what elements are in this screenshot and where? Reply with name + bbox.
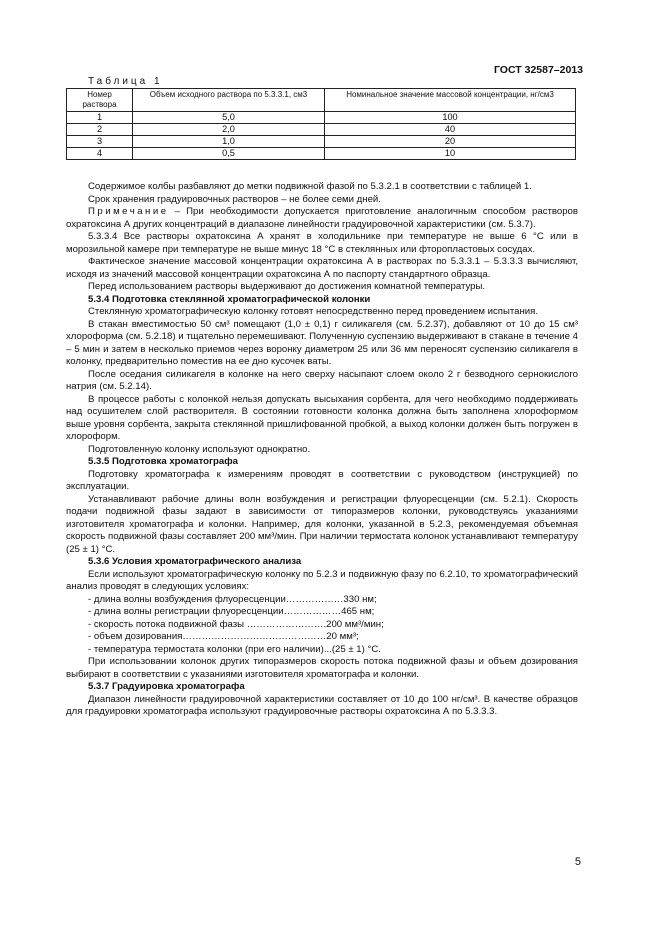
section-heading: 5.3.7 Градуировка хроматографа [88, 681, 245, 692]
table-cell: 20 [325, 136, 576, 148]
list-item: - длина волны возбуждения флуоресценции………………330 нм; [88, 593, 377, 605]
section-heading: 5.3.5 Подготовка хроматографа [88, 456, 238, 467]
list-item: - объем дозирования………………………………………20 мм³; [88, 631, 359, 642]
list-item: - температура термостата колонки (при его наличии)...(25 ± 1) °С. [88, 643, 381, 655]
table-cell: 2,0 [133, 124, 325, 136]
table-cell: 10 [325, 148, 576, 160]
paragraph: После оседания силикагеля в колонке на него сверху насыпают слоем около 2 г безводного сернокислого натрия (см. 5.2.14). [66, 368, 578, 392]
section-heading: 5.3.6 Условия хроматографического анализа [88, 556, 302, 567]
list-item: - длина волны регистрации флуоресценции………………465 нм; [88, 606, 375, 617]
paragraph: Фактическое значение массовой концентрации охратоксина А в растворах по 5.3.3.1 – 5.3.3.3 вычисляют, исходя из значений массовой концентрации охратоксина А по паспорту стандартного образца. [66, 256, 578, 280]
table-row [67, 136, 576, 148]
table-row [67, 124, 576, 136]
table-row [67, 112, 576, 124]
paragraph: При использовании колонок других типоразмеров скорость потока подвижной фазы и объем дозирования выбирают в соответствии с указаниями изготовителя хроматографа и колонки. [66, 656, 578, 680]
note-paragraph [66, 206, 578, 231]
list-item: - скорость потока подвижной фазы …………………….200 мм³/мин; [88, 618, 384, 630]
paragraph: Диапазон линейности градуировочной характеристики составляет от 10 до 100 нг/см³. В качестве образцов для градуировки хроматографа используют градуировочные растворы охратоксина А по 5.3.3.3. [66, 693, 578, 717]
body-text [66, 181, 578, 719]
paragraph: Если используют хроматографическую колонку по 5.2.3 и подвижную фазу по 6.2.10, то хроматографический анализ проводят в следующих условиях: [66, 568, 578, 592]
paragraph: Подготовку хроматографа к измерениям проводят в соответствии с руководством (инструкцией) по эксплуатации. [66, 468, 578, 492]
table-row [67, 148, 576, 160]
dilution-table [66, 88, 576, 160]
paragraph: Устанавливают рабочие длины волн возбуждения и регистрации флуоресценции (см. 5.2.1). Скорость подачи подвижной фазы задают в зависимости от типоразмеров колонки, руководствуясь указаниями изготовителя хроматографа и колонки. Например, для колонки, указанной в 5.2.3, рекомендуемая объемная скорость подвижной фазы составляет 200 мм³/мин. При наличии термостата колонок устанавливают температуру (25 ± 1) °С. [66, 493, 578, 555]
note-label: Примечание [88, 206, 169, 217]
table-cell: 5,0 [133, 112, 325, 124]
section-heading: 5.3.4 Подготовка стеклянной хроматографической колонки [88, 293, 371, 305]
paragraph: Срок хранения градуировочных растворов – не более семи дней. [88, 193, 381, 205]
table-header-row [67, 89, 576, 112]
table-cell: 100 [325, 112, 576, 124]
table-cell: 0,5 [133, 148, 325, 160]
table-cell: 2 [67, 124, 133, 136]
paragraph: Содержимое колбы разбавляют до метки подвижной фазой по 5.3.2.1 в соответствии с таблицей 1. [88, 181, 532, 192]
column-header: Номер раствора [67, 89, 133, 112]
column-header: Номинальное значение массовой концентрации, нг/см3 [325, 89, 576, 112]
note-text: – При необходимости допускается приготовление аналогичным способом растворов охратоксина А других концентраций в диапазоне линейности градуировочной характеристики (см. 5.3.7). [66, 206, 578, 230]
standard-code: ГОСТ 32587–2013 [493, 64, 583, 76]
paragraph: Стеклянную хроматографическую колонку готовят непосредственно перед проведением испытания. [88, 306, 538, 317]
table-cell: 40 [325, 124, 576, 136]
paragraph: Подготовленную колонку используют однократно. [88, 443, 311, 455]
paragraph: В процессе работы с колонкой нельзя допускать высыхания сорбента, для чего необходимо поддерживать над осушителем слой растворителя. В состоянии готовности колонка должна быть заполнена хлороформом выше уровня сорбента, закрыта стеклянной пришлифованной пробкой, а выход колонки должен быть погружен в хлороформ. [66, 393, 578, 442]
table-cell: 3 [67, 136, 133, 148]
table-caption: Таблица 1 [88, 76, 163, 87]
paragraph: В стакан вместимостью 50 см³ помещают (1,0 ± 0,1) г силикагеля (см. 5.2.37), добавляют от 10 до 15 см³ хлороформа (см. 5.2.18) и тщательно перемешивают. Полученную суспензию выдерживают в стакане в течение 4 – 5 мин и затем в несколько приемов через воронку диаметром 25 или 36 мм переносят суспензию силикагеля в колонку, предварительно поместив на ее дно кусочек ваты. [66, 318, 578, 367]
table-cell: 1 [67, 112, 133, 124]
table-cell: 4 [67, 148, 133, 160]
page-number: 5 [574, 856, 581, 868]
column-header: Объем исходного раствора по 5.3.3.1, см3 [133, 89, 325, 112]
table-cell: 1,0 [133, 136, 325, 148]
paragraph: 5.3.3.4 Все растворы охратоксина А хранят в холодильнике при температуре не выше 6 °С или в морозильной камере при температуре не выше минус 18 °С в стеклянных или фторопластовых сосудах. [66, 231, 578, 255]
paragraph: Перед использованием растворы выдерживают до достижения комнатной температуры. [88, 281, 486, 292]
